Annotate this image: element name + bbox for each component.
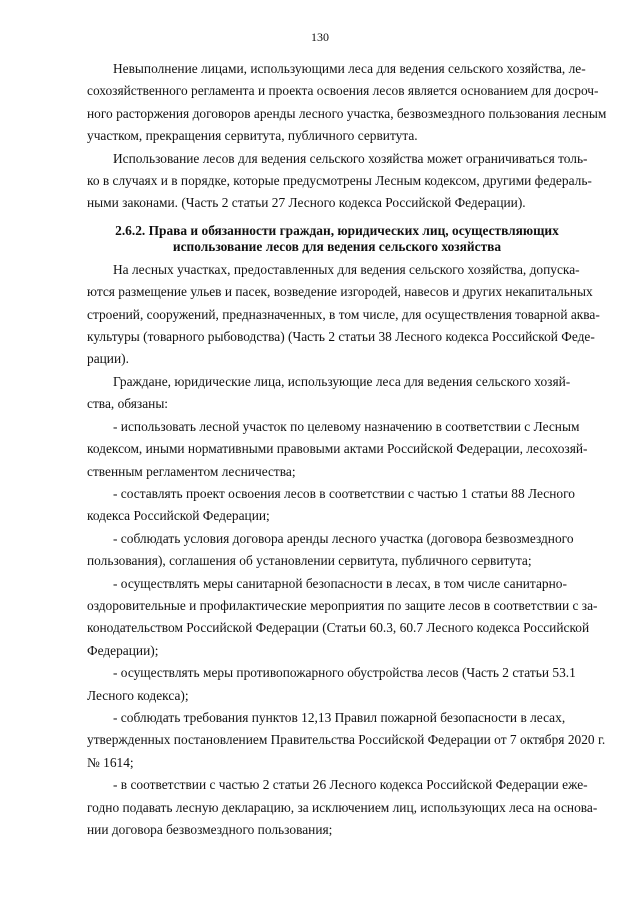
paragraph-line: - соблюдать требования пунктов 12,13 Правил пожарной безопасности в лесах, — [113, 709, 566, 725]
paragraph — [87, 774, 598, 841]
section-heading — [87, 223, 563, 255]
paragraph — [87, 662, 576, 707]
paragraph-line: кодекса Российской Федерации; — [87, 508, 270, 524]
paragraph-line: пользования), соглашения об установлении сервитута, публичного сервитута; — [87, 553, 532, 569]
paragraph-line: - использовать лесной участок по целевому назначению в соответствии с Лесным — [113, 418, 580, 434]
paragraph-line: Лесного кодекса); — [87, 687, 189, 703]
paragraph-line: годно подавать лесную декларацию, за исключением лиц, использующих леса на основа- — [87, 799, 598, 815]
paragraph-line: - осуществлять меры противопожарного обустройства лесов (Часть 2 статьи 53.1 — [113, 665, 576, 681]
paragraph-line: конодательством Российской Федерации (Статьи 60.3, 60.7 Лесного кодекса Российской — [87, 620, 590, 636]
section-heading-line: использование лесов для ведения сельского хозяйства — [172, 238, 502, 254]
paragraph-line: нии договора безвозмездного пользования; — [87, 822, 333, 837]
paragraph-line: утвержденных постановлением Правительства Российской Федерации от 7 октября 2020 г. — [87, 732, 606, 748]
paragraph-line: ко в случаях и в порядке, которые предусмотрены Лесным кодексом, другими федераль- — [87, 173, 592, 189]
paragraph — [87, 58, 607, 148]
section-heading-line: 2.6.2. Права и обязанности граждан, юридических лиц, осуществляющих — [115, 222, 559, 238]
paragraph-line: ются размещение ульев и пасек, возведение изгородей, навесов и других некапитальных — [87, 284, 593, 300]
document-body — [87, 58, 607, 841]
paragraph-line: На лесных участках, предоставленных для ведения сельского хозяйства, допуска- — [113, 261, 580, 277]
paragraph-line: - в соответствии с частью 2 статьи 26 Лесного кодекса Российской Федерации еже- — [113, 777, 588, 793]
paragraph-line: Граждане, юридические лица, использующие леса для ведения сельского хозяй- — [113, 373, 571, 389]
paragraph — [87, 573, 598, 663]
paragraph-line: - составлять проект освоения лесов в соответствии с частью 1 статьи 88 Лесного — [113, 485, 575, 501]
paragraph-line: культуры (товарного рыбоводства) (Часть 2 статьи 38 Лесного кодекса Российской Феде- — [87, 329, 595, 345]
paragraph-line: Невыполнение лицами, использующими леса для ведения сельского хозяйства, ле- — [113, 61, 586, 76]
paragraph — [87, 259, 600, 371]
paragraph-line: - соблюдать условия договора аренды лесного участка (договора безвозмездного — [113, 530, 574, 546]
paragraph-line: - осуществлять меры санитарной безопасности в лесах, в том числе санитарно- — [113, 575, 567, 591]
paragraph-line: оздоровительные и профилактические мероприятия по защите лесов в соответствии с за- — [87, 597, 598, 613]
paragraph — [87, 148, 592, 215]
paragraph — [87, 416, 588, 483]
paragraph-line: ными законами. (Часть 2 статьи 27 Лесного кодекса Российской Федерации). — [87, 195, 526, 211]
paragraph-line: ства, обязаны: — [87, 396, 169, 412]
paragraph-line: сохозяйственного регламента и проекта освоения лесов является основанием для досроч- — [87, 83, 599, 99]
paragraph — [87, 483, 575, 528]
paragraph-line: Использование лесов для ведения сельского хозяйства может ограничиваться толь- — [113, 150, 588, 166]
paragraph — [87, 371, 571, 416]
paragraph-line: участком, прекращения сервитута, публичного сервитута. — [87, 128, 418, 144]
paragraph — [87, 528, 574, 573]
intro-section — [87, 58, 607, 215]
paragraph-line: Федерации); — [87, 642, 159, 658]
paragraph-line: ного расторжения договоров аренды лесного участка, безвозмездного пользования лесным — [87, 105, 607, 121]
paragraph-line: № 1614; — [87, 754, 134, 770]
paragraph — [87, 707, 606, 774]
paragraph-line: кодексом, иными нормативными правовыми актами Российской Федерации, лесохозяй- — [87, 441, 588, 457]
paragraph-line: строений, сооружений, предназначенных, в том числе, для осуществления товарной аква- — [87, 306, 600, 322]
paragraph-line: рации). — [87, 351, 129, 367]
page-number: 130 — [311, 30, 329, 44]
rights-section — [87, 259, 606, 842]
paragraph-line: ственным регламентом лесничества; — [87, 463, 296, 479]
